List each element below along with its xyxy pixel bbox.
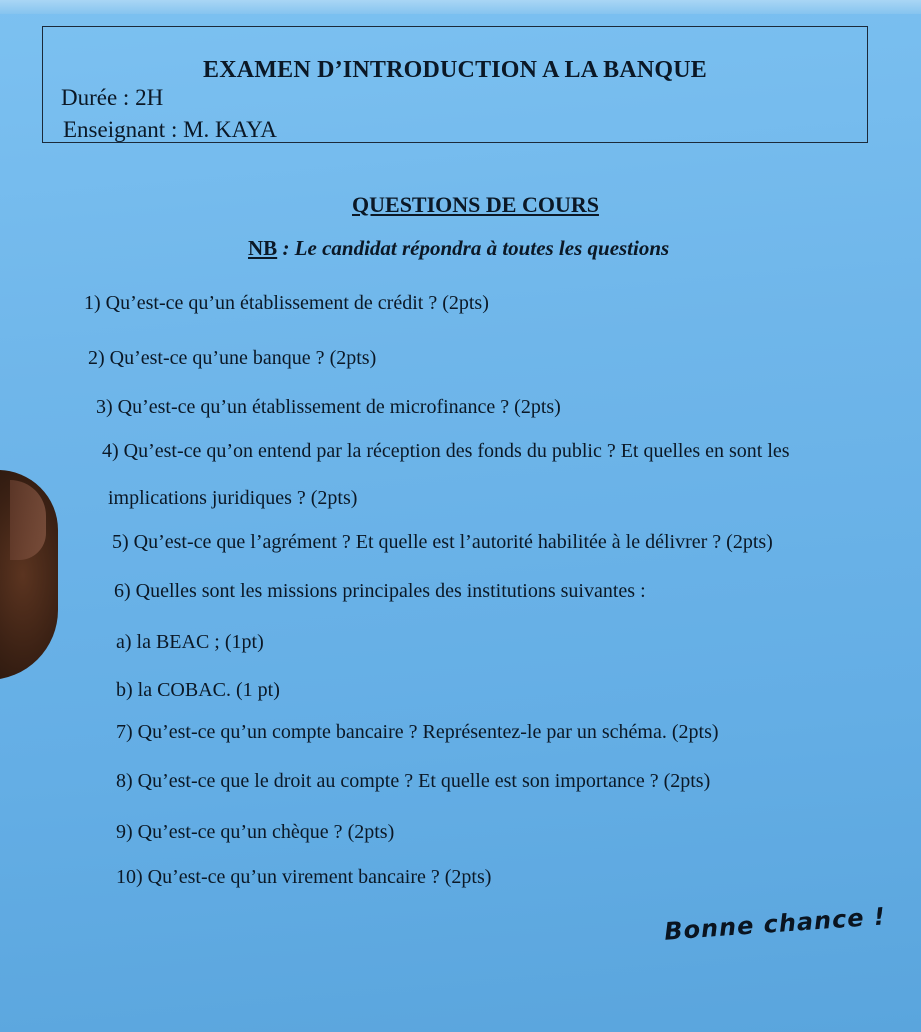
paper-top-edge (0, 0, 921, 14)
question-10: 10) Qu’est-ce qu’un virement bancaire ? (2pts) (116, 866, 492, 888)
nb-instruction (248, 236, 669, 261)
question-6b: b) la COBAC. (1 pt) (116, 679, 280, 701)
question-4: 4) Qu’est-ce qu’on entend par la réception des fonds du public ? Et quelles en sont les (102, 440, 790, 462)
question-3: 3) Qu’est-ce qu’un établissement de microfinance ? (2pts) (96, 396, 561, 418)
exam-title: EXAMEN D’INTRODUCTION A LA BANQUE (203, 57, 707, 83)
question-9: 9) Qu’est-ce qu’un chèque ? (2pts) (116, 821, 395, 843)
closing-message: Bonne chance ! (663, 902, 887, 946)
question-1: 1) Qu’est-ce qu’un établissement de crédit ? (2pts) (84, 292, 489, 314)
header-box (42, 26, 868, 143)
question-2: 2) Qu’est-ce qu’une banque ? (2pts) (88, 347, 377, 369)
section-title-text: QUESTIONS DE COURS (352, 192, 599, 217)
question-8: 8) Qu’est-ce que le droit au compte ? Et quelle est son importance ? (2pts) (116, 770, 711, 792)
nb-text: : Le candidat répondra à toutes les questions (277, 236, 670, 260)
exam-duration: Durée : 2H (61, 85, 164, 110)
question-6: 6) Quelles sont les missions principales des institutions suivantes : (114, 580, 646, 602)
question-7: 7) Qu’est-ce qu’un compte bancaire ? Représentez-le par un schéma. (2pts) (116, 721, 719, 743)
section-title (0, 192, 921, 218)
exam-teacher: Enseignant : M. KAYA (63, 117, 277, 142)
nb-label: NB (248, 236, 278, 260)
question-5: 5) Qu’est-ce que l’agrément ? Et quelle est l’autorité habilitée à le délivrer ? (2pts) (112, 531, 773, 553)
question-4-continued: implications juridiques ? (2pts) (108, 487, 358, 509)
question-6a: a) la BEAC ; (1pt) (116, 631, 264, 653)
